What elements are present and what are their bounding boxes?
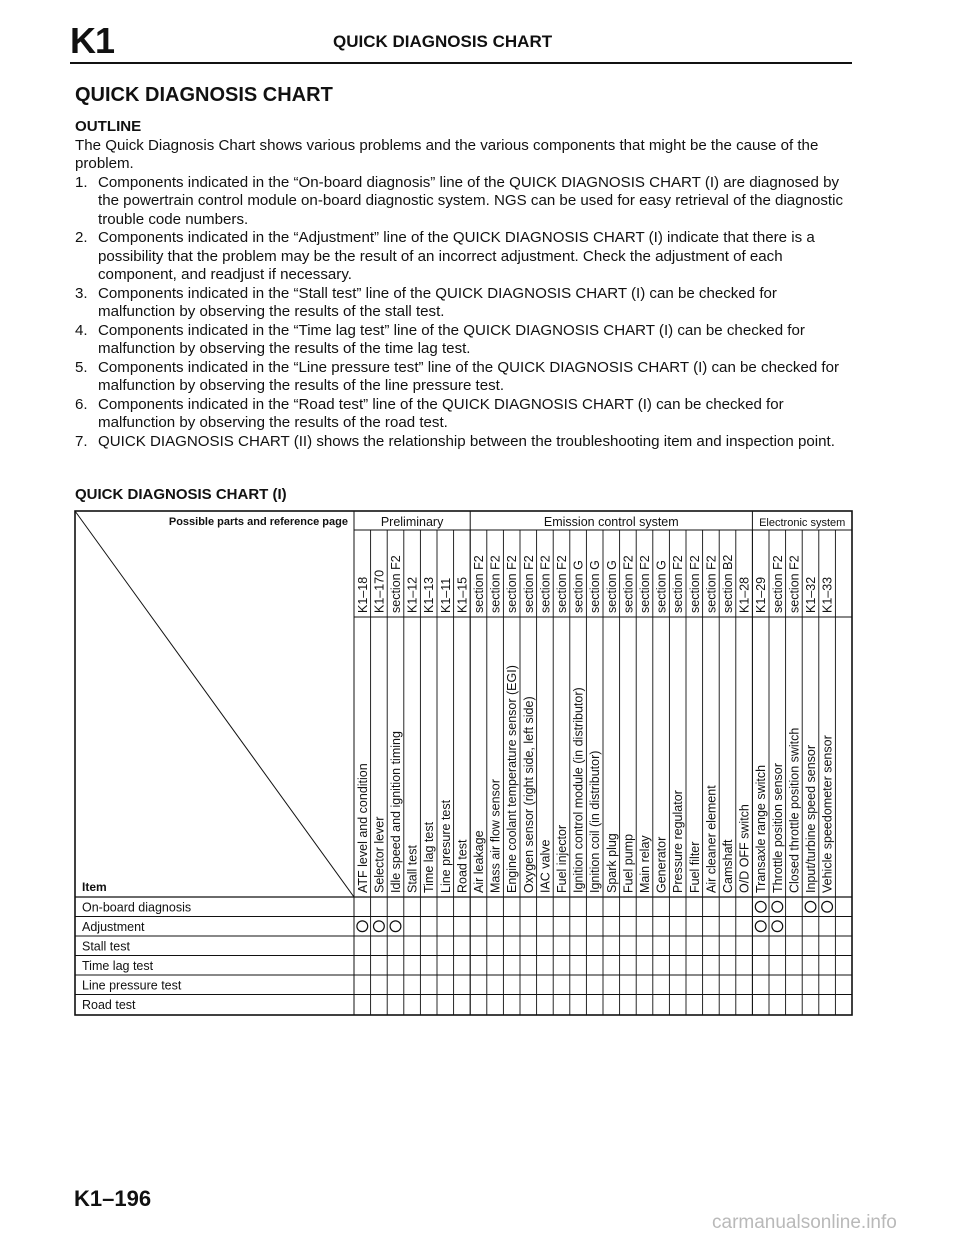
column-ref-18: section G xyxy=(654,560,669,613)
mark-circle xyxy=(357,921,368,932)
page-title: QUICK DIAGNOSIS CHART xyxy=(75,84,333,106)
column-ref-23: K1–28 xyxy=(737,576,752,613)
column-ref-16: section F2 xyxy=(621,555,636,613)
column-ref-1: K1–170 xyxy=(372,569,387,613)
row-label-3: Time lag test xyxy=(82,959,154,973)
mark-circle xyxy=(805,901,816,912)
column-ref-28: K1–33 xyxy=(820,576,835,613)
row-label-5: Road test xyxy=(82,998,136,1012)
row-label-4: Line pressure test xyxy=(82,978,182,993)
mark-circle xyxy=(772,901,783,912)
item-text: Components indicated in the “Adjustment” line of the QUICK DIAGNOSIS CHART (I) indicate that there is a possibility that the problem may be the result of an incorrect adjustment. Check the adjustment of each component, and readjust if necessary. xyxy=(98,229,815,283)
item-number: 5. xyxy=(75,358,88,376)
column-part-6: Road test xyxy=(455,839,470,893)
column-ref-13: section G xyxy=(571,560,586,613)
column-ref-19: section F2 xyxy=(671,555,686,613)
column-part-26: Closed throttle position switch xyxy=(787,727,802,893)
item-number: 6. xyxy=(75,395,88,413)
column-ref-11: section F2 xyxy=(538,555,553,613)
column-ref-2: section F2 xyxy=(389,555,403,613)
item-number: 7. xyxy=(75,432,88,450)
column-ref-27: K1–32 xyxy=(804,576,818,613)
chart-title: QUICK DIAGNOSIS CHART (I) xyxy=(75,486,287,503)
column-part-24: Transaxle range switch xyxy=(754,764,769,893)
item-text: QUICK DIAGNOSIS CHART (II) shows the relationship between the troubleshooting item and inspection point. xyxy=(98,432,835,450)
column-ref-10: section F2 xyxy=(521,555,536,613)
column-part-3: Stall test xyxy=(405,845,420,893)
item-text: Components indicated in the “Line pressure test” line of the QUICK DIAGNOSIS CHART (I) can be checked for malfunction by observing the results of the line pressure test. xyxy=(98,358,840,394)
mark-circle xyxy=(822,901,833,912)
column-part-11: IAC valve xyxy=(538,839,553,893)
item-text: Components indicated in the “Stall test” line of the QUICK DIAGNOSIS CHART (I) can be checked for malfunction by observing the results of the stall test. xyxy=(98,284,777,320)
item-number: 2. xyxy=(75,229,88,246)
column-ref-8: section F2 xyxy=(488,555,503,613)
column-part-16: Fuel pump xyxy=(621,833,636,893)
column-part-28: Vehicle speedometer sensor xyxy=(820,735,835,893)
column-ref-15: section G xyxy=(604,560,619,613)
column-ref-26: section F2 xyxy=(787,555,802,613)
column-part-19: Pressure regulator xyxy=(671,790,686,893)
row-label-1: Adjustment xyxy=(82,920,145,934)
corner-item-label: Item xyxy=(82,880,107,894)
column-ref-0: K1–18 xyxy=(355,576,370,613)
group-label-0: Preliminary xyxy=(380,515,444,529)
column-part-21: Air cleaner element xyxy=(704,785,719,893)
column-part-17: Main relay xyxy=(638,835,652,893)
mark-circle xyxy=(755,901,766,912)
item-number: 1. xyxy=(75,173,88,191)
mark-circle xyxy=(374,921,385,932)
item-text: Components indicated in the “On-board diagnosis” line of the QUICK DIAGNOSIS CHART (I) are diagnosed by the powertrain control module on-board diagnostic system. NGS can be used for easy retrieval of the diagnostic trouble code numbers. xyxy=(98,173,844,228)
corner-header-label: Possible parts and reference page xyxy=(168,516,348,528)
row-label-2: Stall test xyxy=(82,939,130,954)
corner-diagonal xyxy=(75,511,354,897)
item-text: Components indicated in the “Time lag test” line of the QUICK DIAGNOSIS CHART (I) can be checked for malfunction by observing the results of the time lag test. xyxy=(98,321,805,357)
column-part-22: Camshaft xyxy=(721,839,735,893)
section-code: K1 xyxy=(70,20,115,61)
column-part-5: Line presure test xyxy=(438,799,453,893)
column-part-25: Throttle position sensor xyxy=(770,763,785,893)
column-part-0: ATF level and condition xyxy=(355,763,370,893)
group-label-1: Emission control system xyxy=(543,515,679,529)
column-part-1: Selector lever xyxy=(372,816,387,893)
column-ref-4: K1–13 xyxy=(422,576,437,613)
mark-circle xyxy=(755,921,766,932)
column-part-10: Oxygen sensor (right side, left side) xyxy=(521,696,536,893)
item-number: 4. xyxy=(75,321,88,339)
column-ref-20: section F2 xyxy=(687,555,702,613)
item-text: Components indicated in the “Road test” line of the QUICK DIAGNOSIS CHART (I) can be checked for malfunction by observing the results of the road test. xyxy=(98,395,784,431)
column-part-7: Air leakage xyxy=(472,830,486,893)
column-ref-14: section G xyxy=(588,560,603,613)
column-part-13: Ignition control module (in distributor) xyxy=(571,687,586,893)
column-ref-22: section B2 xyxy=(721,554,735,613)
column-ref-6: K1–15 xyxy=(455,576,470,613)
column-part-20: Fuel filter xyxy=(687,841,702,893)
watermark: carmanualsonline.info xyxy=(712,1212,897,1233)
item-number: 3. xyxy=(75,284,88,302)
column-part-4: Time lag test xyxy=(422,821,437,893)
column-part-2: Idle speed and ignition timing xyxy=(389,731,403,893)
page-number: K1–196 xyxy=(74,1186,152,1211)
column-ref-25: section F2 xyxy=(770,555,785,613)
column-ref-21: section F2 xyxy=(704,555,719,613)
column-ref-7: section F2 xyxy=(472,555,486,613)
column-part-18: Generator xyxy=(654,836,669,893)
column-part-14: Ignition coil (in distributor) xyxy=(588,750,603,893)
column-ref-3: K1–12 xyxy=(405,576,420,613)
column-part-23: O/D OFF switch xyxy=(737,804,752,893)
row-label-0: On-board diagnosis xyxy=(82,900,192,915)
column-ref-12: section F2 xyxy=(555,555,569,613)
column-part-27: Input/turbine speed sensor xyxy=(804,744,818,893)
column-part-9: Engine coolant temperature sensor (EGI) xyxy=(505,665,520,893)
header-title: QUICK DIAGNOSIS CHART xyxy=(333,32,553,51)
column-ref-24: K1–29 xyxy=(754,576,769,613)
mark-circle xyxy=(390,921,401,932)
outline-intro: The Quick Diagnosis Chart shows various problems and the various components that might be the cause of the problem. xyxy=(75,136,819,172)
column-ref-5: K1–11 xyxy=(438,577,453,613)
outline-heading: OUTLINE xyxy=(75,118,142,135)
column-ref-9: section F2 xyxy=(505,555,520,613)
column-part-8: Mass air flow sensor xyxy=(488,779,503,893)
column-part-15: Spark plug xyxy=(604,833,619,893)
column-ref-17: section F2 xyxy=(638,555,652,613)
column-part-12: Fuel injector xyxy=(555,824,569,893)
group-label-2: Electronic system xyxy=(759,517,846,529)
mark-circle xyxy=(772,921,783,932)
